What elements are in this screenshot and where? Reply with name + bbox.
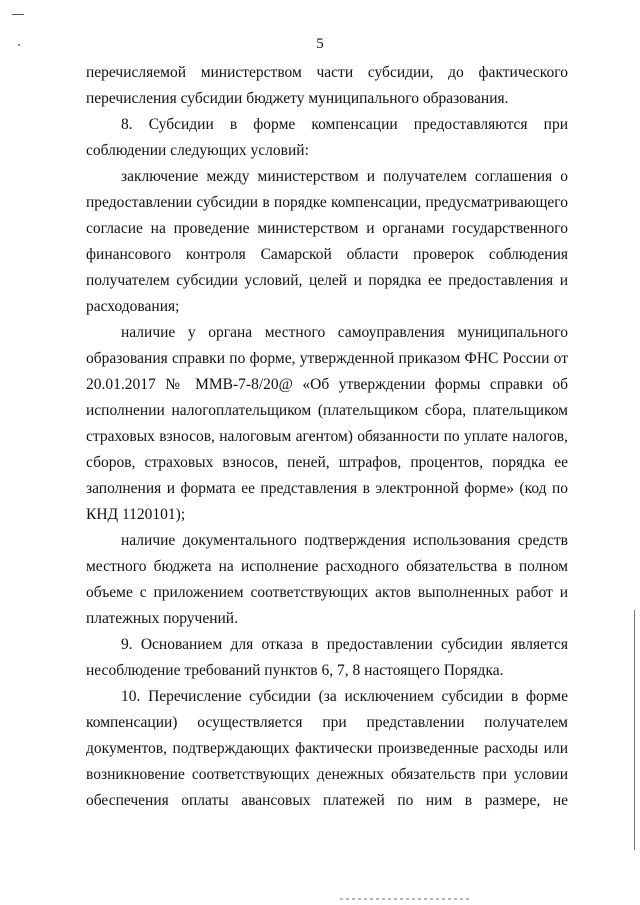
paragraph-continuation: перечисляемой министерством части субсидии, до фактического перечисления субсидии бюджету муниципального образования. — [86, 64, 568, 107]
paragraph-condition-documents: наличие документального подтверждения использования средств местного бюджета на исполнение расходного обязательства в полном объеме с приложением соответствующих актов выполненных работ и платежных поручений. — [86, 532, 568, 627]
paragraph-condition-agreement: заключение между министерством и получателем соглашения о предоставлении субсидии в порядке компенсации, предусматривающего согласие на проведение министерством и органами государственного финансового контроля Самарской области проверок соблюдения получателем субсидии условий, целей и порядка ее предоставления и расходования; — [86, 168, 568, 315]
scan-bottom-artifact — [340, 898, 470, 900]
paragraph-item-8: 8. Субсидии в форме компенсации предоставляются при соблюдении следующих условий: — [86, 116, 568, 159]
paragraph-condition-certificate: наличие у органа местного самоуправления муниципального образования справки по форме, утвержденной приказом ФНС России от 20.01.2017 № ММВ-7-8/20@ «Об утверждении формы справки об исполнении налогоплательщиком (плательщиком сбора, плательщиком страховых взносов, налоговым агентом) обязанности по уплате налогов, сборов, страховых взносов, пеней, штрафов, процентов, порядка ее заполнения и формата ее представления в электронной форме» (код по КНД 1120101); — [86, 324, 568, 523]
paragraph-item-10: 10. Перечисление субсидии (за исключением субсидии в форме компенсации) осуществляется при представлении получателем документов, подтверждающих фактически произведенные расходы или возникновение соответствующих денежных обязательств при условии обеспечения оплаты авансовых платежей по ним в размере, не — [86, 688, 568, 809]
page-number: 5 — [316, 36, 324, 52]
paragraph-item-9: 9. Основанием для отказа в предоставлении субсидии является несоблюдение требований пунктов 6, 7, 8 настоящего Порядка. — [86, 636, 568, 679]
scan-mark — [12, 14, 24, 15]
scan-edge-line — [634, 610, 635, 850]
